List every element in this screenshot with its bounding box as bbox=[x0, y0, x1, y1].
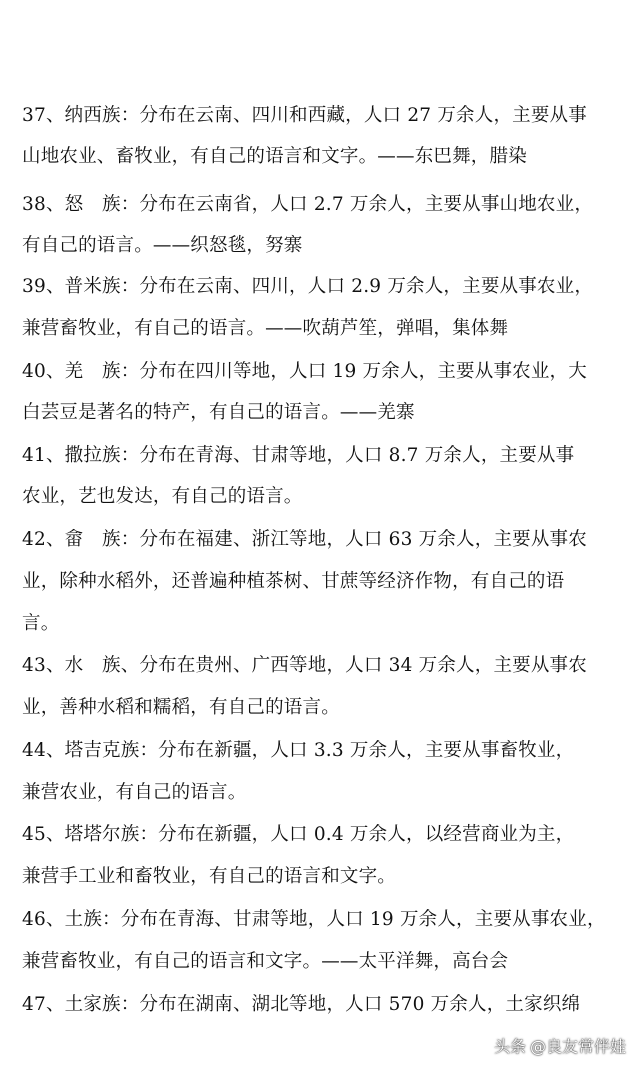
text-line: 39、普米族：分布在云南、四川，人口 2.9 万余人，主要从事农业， bbox=[22, 276, 594, 297]
text-line: 兼营农业，有自己的语言。 bbox=[22, 782, 247, 803]
text-line: 40、羌 族：分布在四川等地，人口 19 万余人，主要从事农业，大 bbox=[22, 361, 587, 382]
text-line: 有自己的语言。——织怒毯，努寨 bbox=[22, 235, 303, 256]
text-line: 白芸豆是著名的特产，有自己的语言。——羌寨 bbox=[22, 402, 415, 423]
text-line: 47、土家族：分布在湖南、湖北等地，人口 570 万余人，土家织绵 bbox=[22, 994, 581, 1015]
text-line: 言。 bbox=[22, 613, 60, 634]
text-line: 兼营畜牧业，有自己的语言和文字。——太平洋舞，高台会 bbox=[22, 951, 509, 972]
text-line: 农业，艺也发达，有自己的语言。 bbox=[22, 486, 303, 507]
text-line: 44、塔吉克族：分布在新疆，人口 3.3 万余人，主要从事畜牧业， bbox=[22, 740, 575, 761]
watermark-source: 头条 bbox=[493, 1037, 526, 1056]
text-line: 兼营手工业和畜牧业，有自己的语言和文字。 bbox=[22, 866, 397, 887]
watermark bbox=[494, 1034, 626, 1057]
text-line: 业，除种水稻外，还普遍种植茶树、甘蔗等经济作物，有自己的语 bbox=[22, 571, 565, 592]
text-line: 38、怒 族：分布在云南省，人口 2.7 万余人，主要从事山地农业， bbox=[22, 194, 594, 215]
text-line: 兼营畜牧业，有自己的语言。——吹葫芦笙，弹唱，集体舞 bbox=[22, 318, 509, 339]
text-line: 37、纳西族：分布在云南、四川和西藏，人口 27 万余人，主要从事 bbox=[22, 105, 587, 126]
text-line: 业，善种水稻和糯稻，有自己的语言。 bbox=[22, 697, 340, 718]
text-line: 45、塔塔尔族：分布在新疆，人口 0.4 万余人，以经营商业为主， bbox=[22, 824, 575, 845]
text-line: 43、水 族、分布在贵州、广西等地，人口 34 万余人，主要从事农 bbox=[22, 655, 587, 676]
text-line: 42、畲 族：分布在福建、浙江等地，人口 63 万余人，主要从事农 bbox=[22, 529, 587, 550]
text-line: 山地农业、畜牧业，有自己的语言和文字。——东巴舞，腊染 bbox=[22, 146, 527, 167]
text-line: 41、撒拉族：分布在青海、甘肃等地，人口 8.7 万余人，主要从事 bbox=[22, 445, 575, 466]
watermark-handle: @良友常伴娃 bbox=[529, 1037, 626, 1056]
text-line: 46、土族：分布在青海、甘肃等地，人口 19 万余人，主要从事农业， bbox=[22, 909, 606, 930]
